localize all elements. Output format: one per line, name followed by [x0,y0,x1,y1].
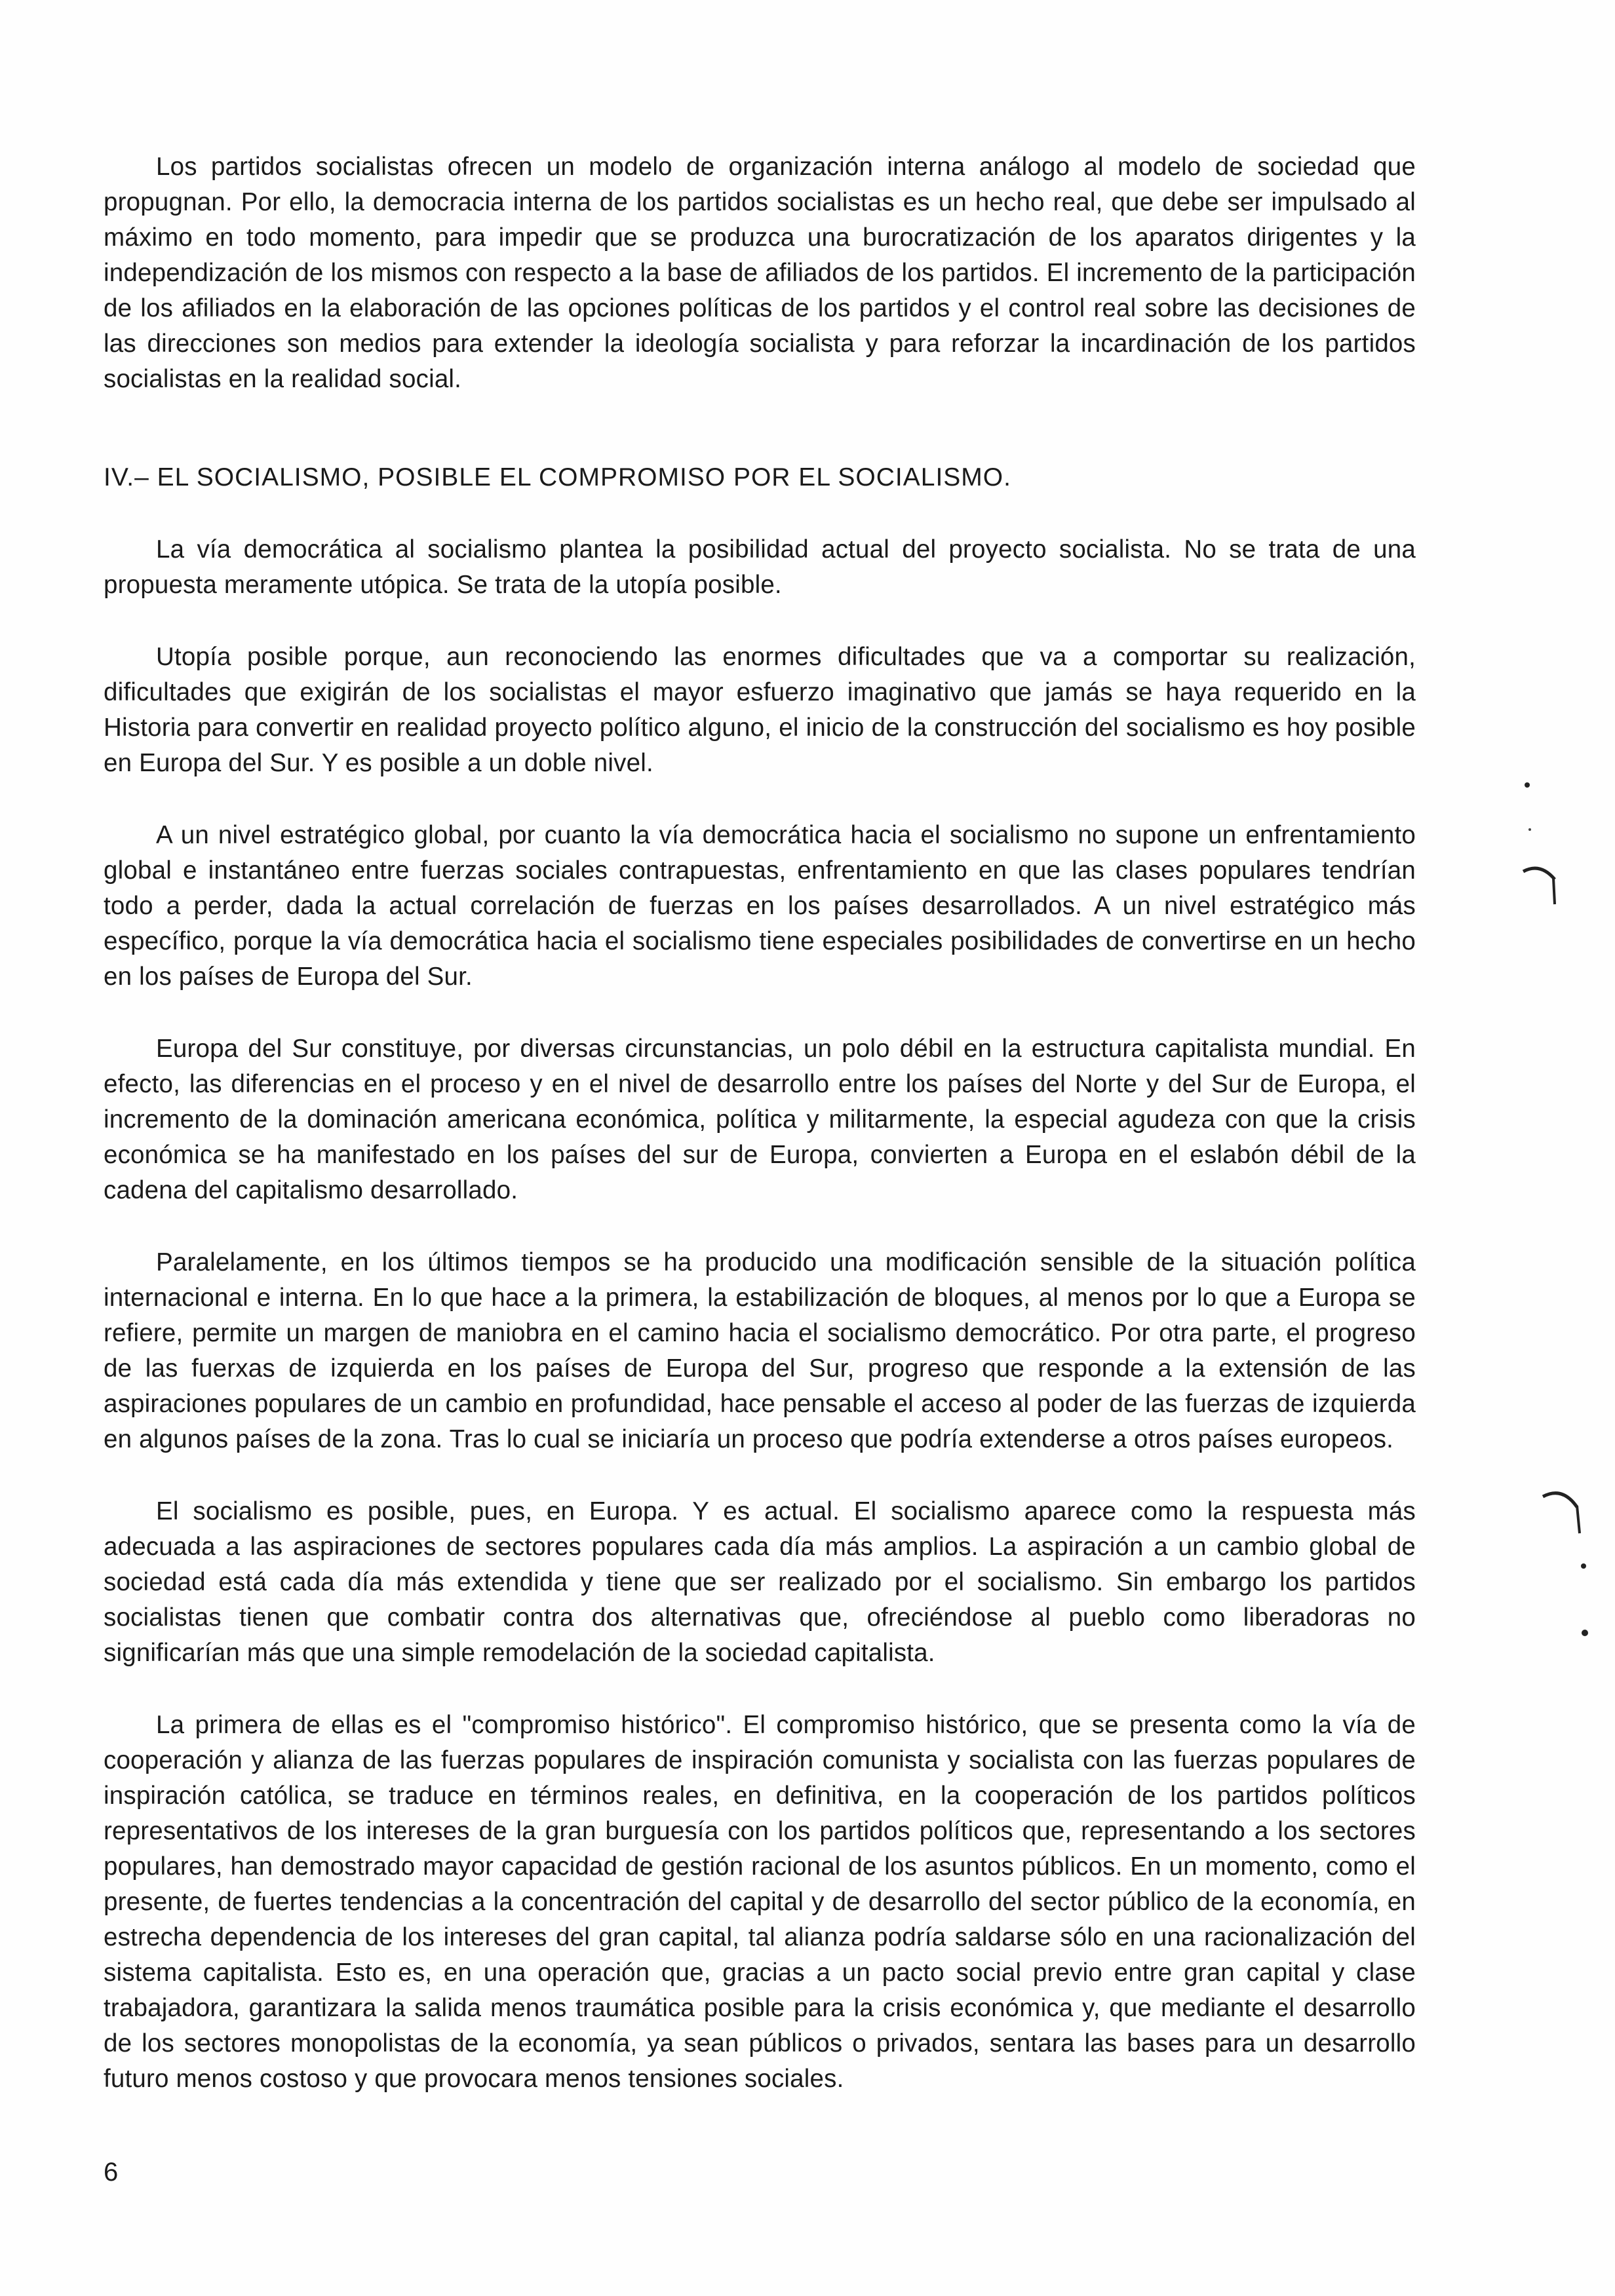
paragraph: Europa del Sur constituye, por diversas circunstancias, un polo débil en la estructura capitalista mundial. En efecto, las diferencias en el proceso y en el nivel de desarrollo entre los países del Norte y del Sur de Europa, el incremento de la dominación americana económica, política y militarmente, la especial agudeza con que la crisis económica se ha manifestado en los países del sur de Europa, convierten a Europa en el eslabón débil de la cadena del capitalismo desarrollado. [104,1035,1416,1204]
paragraph: La vía democrática al socialismo plantea la posibilidad actual del proyecto socialista. No se trata de una propuesta meramente utópica. Se trata de la utopía posible. [104,535,1416,599]
paragraph: La primera de ellas es el "compromiso histórico". El compromiso histórico, que se presenta como la vía de cooperación y alianza de las fuerzas populares de inspiración comunista y socialista con las fuerzas populares de inspiración católica, se traduce en términos reales, en definitiva, en la cooperación de los partidos políticos representativos de los intereses de la gran burguesía con los partidos políticos que, representando a los sectores populares, han demostrado mayor capacidad de gestión racional de los asuntos públicos. En un momento, como el presente, de fuertes tendencias a la concentración del capital y de desarrollo del sector público de la economía, en estrecha dependencia de los intereses del gran capital, tal alianza podría saldarse sólo en una racionalización del sistema capitalista. Esto es, en una operación que, gracias a un pacto social previo entre gran capital y clase trabajadora, garantizara la salida menos traumática posible para la crisis económica y, que mediante el desarrollo de los sectores monopolistas de la economía, ya sean públicos o privados, sentara las bases para un desarrollo futuro menos costoso y que provocara menos tensiones sociales. [104,1711,1416,2093]
section-heading: IV.– EL SOCIALISMO, POSIBLE EL COMPROMISO POR EL SOCIALISMO. [104,463,1011,491]
paragraph: Utopía posible porque, aun reconociendo las enormes dificultades que va a comportar su realización, dificultades que exigirán de los socialistas el mayor esfuerzo imaginativo que jamás se haya requerido en la Historia para convertir en realidad proyecto político alguno, el inicio de la construcción del socialismo es hoy posible en Europa del Sur. Y es posible a un doble nivel. [104,643,1416,777]
paragraph: Los partidos socialistas ofrecen un modelo de organización interna análogo al modelo de sociedad que propugnan. Por ello, la democracia interna de los partidos socialistas es un hecho real, que debe ser impulsado al máximo en todo momento, para impedir que se produzca una burocratización de los aparatos dirigentes y la independización de los mismos con respecto a la base de afiliados de los partidos. El incremento de la participación de los afiliados en la elaboración de las opciones políticas de los partidos y el control real sobre las decisiones de las direcciones son medios para extender la ideología socialista y para reforzar la incardinación de los partidos socialistas en la realidad social. [104,153,1416,393]
paragraph: A un nivel estratégico global, por cuanto la vía democrática hacia el socialismo no supone un enfrentamiento global e instantáneo entre fuerzas sociales contrapuestas, enfrentamiento en que las clases populares tendrían todo a perder, dada la actual correlación de fuerzas en los países desarrollados. A un nivel estratégico más específico, porque la vía democrática hacia el socialismo tiene especiales posibilidades de convertirse en un hecho en los países de Europa del Sur. [104,821,1416,991]
scan-mark-lower [1540,1468,1593,1664]
document-body [104,149,1416,2097]
paragraph: Paralelamente, en los últimos tiempos se ha producido una modificación sensible de la situación política internacional e interna. En lo que hace a la primera, la estabilización de bloques, al menos por lo que a Europa se refiere, permite un margen de maniobra en el camino hacia el socialismo democrático. Por otra parte, el progreso de las fuerxas de izquierda en los países de Europa del Sur, progreso que responde a la extensión de las aspiraciones populares de un cambio en profundidad, hace pensable el acceso al poder de las fuerzas de izquierda en algunos países de la zona. Tras lo cual se iniciaría un proceso que podría extenderse a otros países europeos. [104,1248,1416,1453]
paragraph: El socialismo es posible, pues, en Europa. Y es actual. El socialismo aparece como la respuesta más adecuada a las aspiraciones de sectores populares cada día más amplios. La aspiración a un cambio global de sociedad está cada día más extendida y tiene que ser realizado por el socialismo. Sin embargo los partidos socialistas tienen que combatir contra dos alternativas que, ofreciéndose al pueblo como liberadoras no significarían más que una simple remodelación de la sociedad capitalista. [104,1497,1416,1667]
scan-mark-upper [1521,773,1573,930]
page-number: 6 [104,2158,119,2187]
